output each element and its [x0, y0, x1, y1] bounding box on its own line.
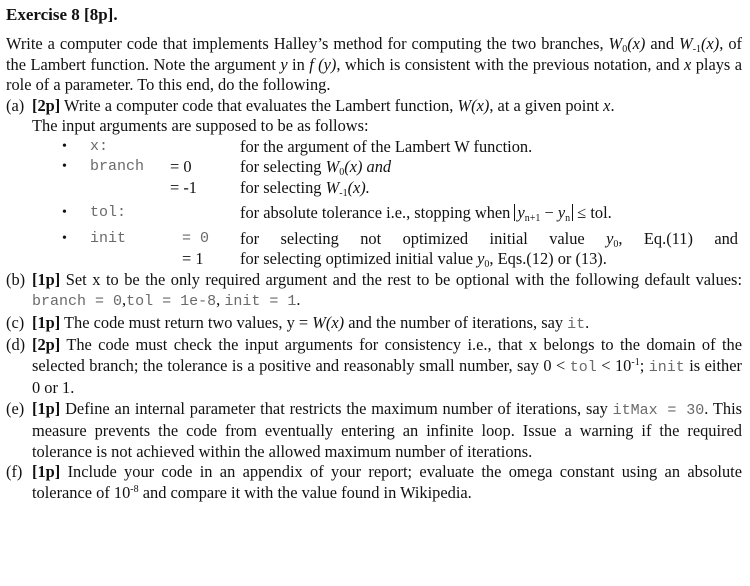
intro-text-5: plays a role of a parameter. To this end, do the following. — [6, 54, 742, 94]
branch-desc0-pre: for selecting — [240, 157, 326, 176]
item-b-code-tol: tol = 1e-8 — [126, 293, 217, 310]
intro-y-symbol: y — [280, 54, 288, 74]
item-f-text-1: Include your code in an appendix of your report; evaluate the omega constant using an absolute tolerance of 10 — [32, 462, 742, 502]
intro-text-1: Write a computer code that implements Halley’s method for computing the two branches, — [6, 34, 609, 53]
item-c-code-it: it — [567, 315, 586, 333]
arg-desc-branch-0 — [240, 157, 738, 178]
arg-row-init-1 — [6, 249, 742, 270]
item-e-text-1: Define an internal parameter that restricts the maximum number of iterations, say — [60, 398, 613, 418]
item-b-sep-1: , — [122, 290, 127, 309]
intro-text-4: , which is consistent with the previous notation, and — [336, 54, 684, 74]
tol-y2-sub: n — [565, 213, 571, 224]
arg-desc-x: for the argument of the Lambert W function. — [240, 136, 533, 156]
item-c-text-1: The code must return two values, y = — [60, 312, 313, 332]
branch-desc0-sub: 0 — [339, 167, 345, 178]
init-desc0-pre: for selecting not optimized initial value — [240, 228, 607, 248]
item-e-code-itmax: itMax = 30 — [612, 401, 705, 419]
arg-desc-init-1 — [240, 249, 738, 270]
init-desc0-sub: 0 — [613, 238, 619, 250]
item-e-points: [1p] — [32, 398, 61, 418]
item-b-label: (b) — [6, 269, 26, 289]
arg-desc-init-0 — [240, 229, 738, 250]
intro-x-symbol: x — [683, 54, 692, 74]
tol-le: ≤ tol — [573, 203, 608, 222]
arg-branch-eq1: = -1 — [170, 177, 197, 197]
argument-list — [6, 137, 742, 270]
intro-text-2: , of the Lambert function. Note the argument — [6, 34, 742, 74]
item-b-sep-2: , — [216, 290, 225, 309]
item-b-text — [32, 270, 742, 313]
item-e-text-2: . This measure prevents the code from eventually entering an infinite loop. Issue a warning if the required tolerance is not achieved within the allowed maximum number of iterations. — [32, 398, 743, 461]
arg-row-x — [6, 137, 742, 158]
item-b-code-init: init = 1 — [224, 293, 297, 310]
item-e — [6, 399, 742, 463]
branch-desc0-post: (x) and — [344, 157, 392, 176]
init-desc1-sub: 0 — [484, 259, 490, 270]
w0-symbol: W — [608, 34, 623, 53]
bullet-icon: • — [62, 230, 67, 246]
arg-name-x: x: — [90, 137, 109, 155]
item-f-exponent: -8 — [130, 483, 139, 495]
item-d-text-4: is either 0 or 1. — [32, 355, 742, 397]
arg-name-branch: branch — [90, 158, 145, 175]
item-b-code-branch: branch = 0 — [32, 293, 123, 310]
wm1-subscript: -1 — [692, 44, 702, 55]
item-d — [6, 335, 742, 399]
tol-abs-expression — [514, 203, 573, 224]
item-d-code-init: init — [648, 358, 685, 376]
w0-subscript: 0 — [622, 44, 628, 55]
arg-name-tol: tol: — [90, 204, 127, 221]
bullet-icon: • — [62, 205, 67, 220]
arg-row-branch-0 — [6, 157, 742, 178]
item-c-points: [1p] — [32, 312, 61, 332]
item-d-code-tol: tol — [569, 358, 597, 376]
item-e-text — [32, 399, 742, 463]
item-d-points: [2p] — [32, 335, 61, 354]
item-e-label: (e) — [6, 398, 25, 418]
item-d-text-2: < 10 — [596, 355, 632, 375]
item-a-text-2: , at a given point — [489, 95, 604, 115]
arg-row-tol — [6, 203, 742, 224]
item-f-text — [32, 462, 742, 503]
branch-desc1-w: W — [325, 177, 340, 197]
exercise-title: Exercise 8 [8p]. — [6, 5, 118, 24]
init-desc1-pre: for selecting optimized initial value — [240, 249, 478, 268]
arg-init-eq1: = 1 — [182, 249, 204, 268]
wm1-argument: (x) — [701, 34, 720, 53]
wm1-symbol: W — [679, 34, 693, 53]
item-c-w-argument: (x) — [325, 312, 345, 332]
item-b-points: [1p] — [32, 269, 61, 289]
branch-desc1-pre: for selecting — [240, 177, 326, 197]
item-f-text-2: and compare it with the value found in Wikipedia. — [138, 482, 472, 502]
arg-row-branch-1 — [6, 178, 742, 199]
item-d-text — [32, 335, 742, 399]
item-a-points: [2p] — [32, 95, 61, 115]
intro-text-and: and — [645, 34, 680, 53]
tol-minus: − — [540, 203, 558, 222]
branch-desc0-w: W — [325, 157, 340, 176]
init-desc0-post: , Eq.(11) and — [618, 228, 738, 248]
item-c-w-symbol: W — [312, 312, 326, 332]
branch-desc1-sub: -1 — [339, 187, 348, 199]
item-a-label: (a) — [6, 95, 25, 115]
tol-end: . — [607, 203, 612, 222]
item-d-exponent: -1 — [631, 356, 640, 368]
item-d-label: (d) — [6, 335, 26, 354]
item-a-text — [32, 96, 742, 117]
arg-init-eq0: = 0 — [182, 229, 210, 247]
tol-y2: y — [557, 203, 566, 222]
item-d-text-3: ; — [639, 355, 649, 375]
item-a-w-symbol: W — [457, 95, 472, 115]
item-a-w-argument: (x) — [471, 95, 490, 115]
w0-argument: (x) — [627, 34, 646, 53]
item-c-label: (c) — [6, 312, 25, 332]
arg-row-init-0 — [6, 229, 742, 250]
item-c-text-2: and the number of iterations, say — [344, 312, 568, 332]
arg-desc-branch-1 — [240, 178, 738, 199]
item-a — [6, 96, 742, 137]
init-desc0-y: y — [606, 228, 614, 248]
branch-desc1-post: (x). — [347, 177, 370, 197]
bullet-icon: • — [62, 159, 67, 174]
item-c — [6, 313, 742, 336]
arg-branch-eq0: = 0 — [170, 157, 192, 176]
item-b-text-1: Set x to be the only required argument and the rest to be optional with the following default values: — [60, 269, 742, 289]
item-c-end: . — [585, 312, 590, 332]
item-b — [6, 270, 742, 313]
item-f-label: (f) — [6, 462, 23, 481]
intro-fy-symbol: f (y) — [309, 54, 337, 74]
item-a-text-1: Write a computer code that evaluates the Lambert function, — [60, 95, 458, 115]
intro-paragraph — [6, 34, 742, 96]
init-desc1-post: , Eqs.(12) or (13). — [489, 249, 607, 268]
intro-text-3: in — [287, 54, 310, 74]
bullet-icon: • — [62, 138, 67, 154]
tol-desc-text: for absolute tolerance i.e., stopping when — [240, 203, 515, 222]
tol-y1-sub: n+1 — [524, 213, 541, 224]
item-a-text-3: . — [610, 95, 615, 115]
item-f-points: [1p] — [32, 462, 61, 481]
init-desc1-y: y — [477, 249, 485, 268]
item-b-end: . — [296, 290, 301, 309]
item-a-x-symbol: x — [603, 95, 611, 115]
arg-desc-tol — [240, 203, 738, 224]
tol-y1: y — [517, 203, 525, 222]
item-d-text-1: The code must check the input arguments for consistency i.e., that x belongs to the domain of the selected branch; the tolerance is a positive and reasonably small number, say 0 < — [32, 335, 742, 375]
item-a-args-intro: The input arguments are supposed to be as follows: — [32, 116, 369, 135]
item-f — [6, 462, 742, 503]
arg-name-init: init — [90, 229, 127, 247]
item-c-text — [32, 313, 742, 336]
